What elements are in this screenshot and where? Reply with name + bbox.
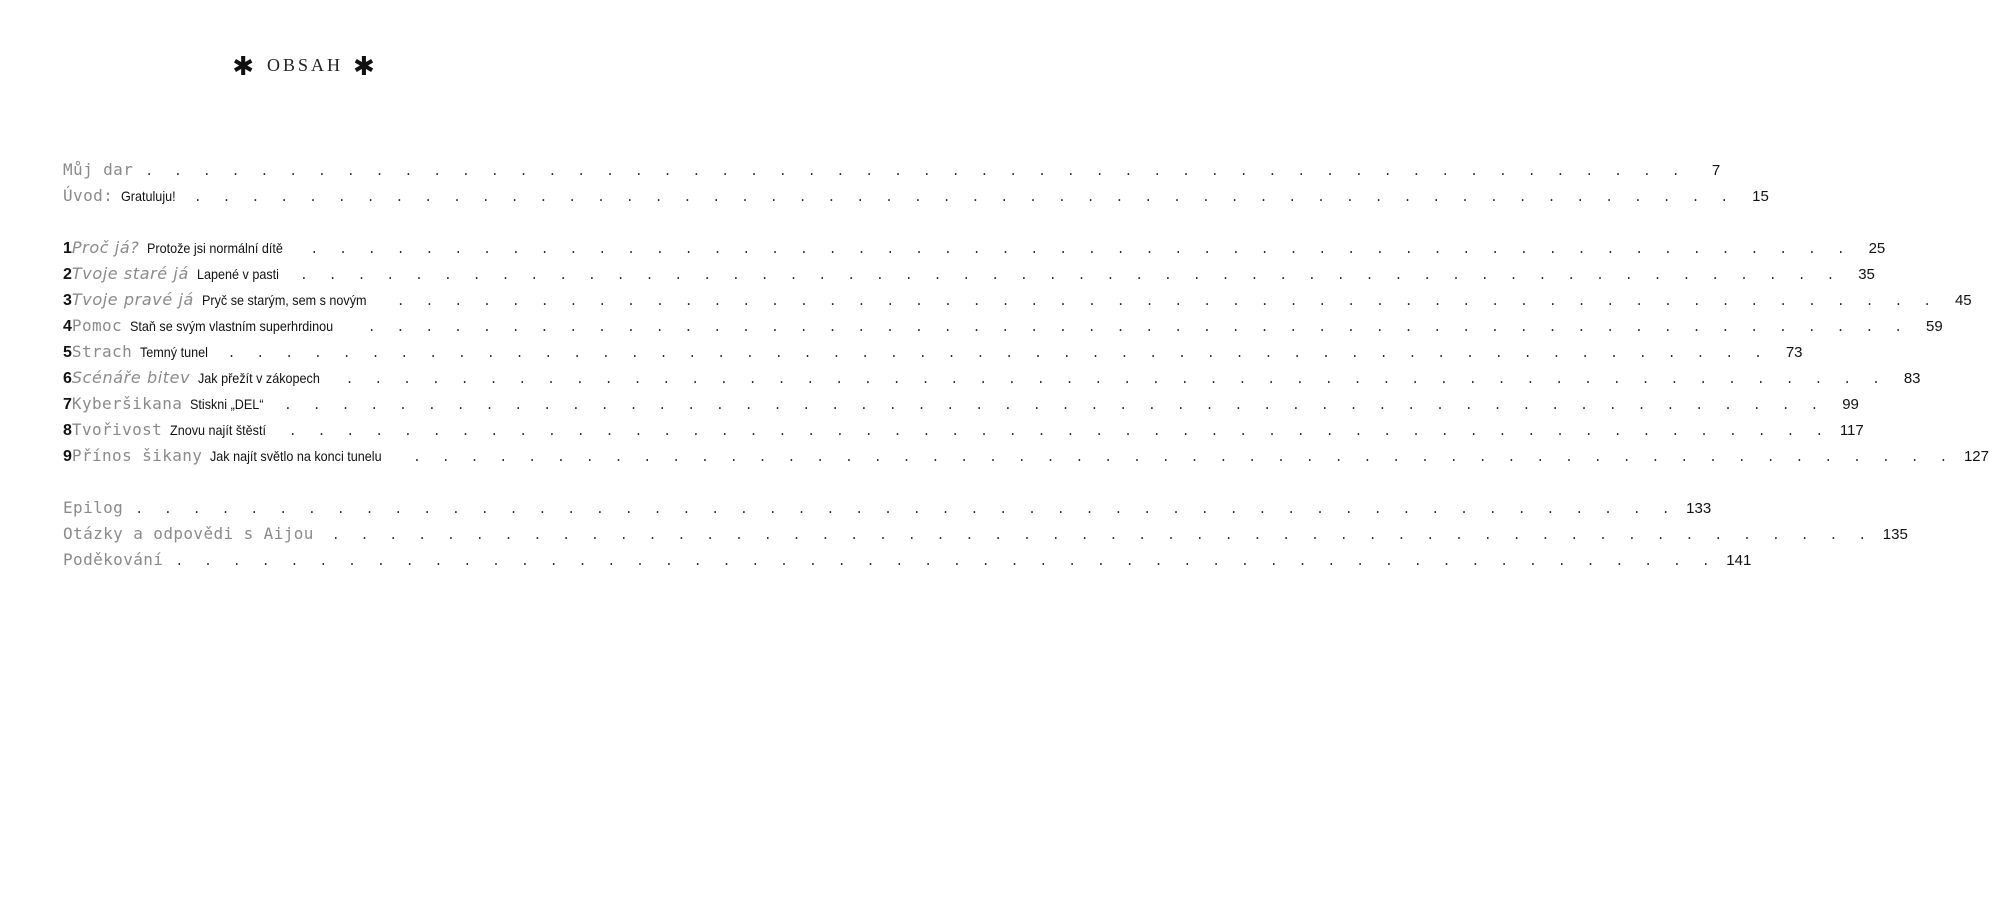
entry-subtitle: Jak přežít v zákopech <box>198 370 321 386</box>
page-title <box>0 52 610 82</box>
page-number: 15 <box>1752 188 1769 205</box>
page-number: 99 <box>1842 396 1859 413</box>
chapter-number: 4 <box>63 318 72 335</box>
leader-dots: . . . . . . . . . . . . . . . . . . . . . . . . . . . . . . . . . . . . . . . . . . . . . . . . . . . . . . <box>288 424 1830 439</box>
chapter-number: 1 <box>63 240 72 257</box>
entry-title: Kyberšikana <box>71 394 183 413</box>
leader-dots: . . . . . . . . . . . . . . . . . . . . . . . . . . . . . . . . . . . . . . . . . . . . . . . . . . . . . . <box>367 320 1909 335</box>
entry-subtitle: Lapené v pasti <box>196 266 279 282</box>
leader-dots: . . . . . . . . . . . . . . . . . . . . . . . . . . . . . . . . . . . . . . . . . . . . . . . . . . . . . . <box>135 502 1677 517</box>
chapter-number: 8 <box>63 422 72 439</box>
entry-subtitle: Pryč se starým, sem s novým <box>201 292 367 308</box>
page-number: 141 <box>1726 552 1752 569</box>
toc-entry-uvod[interactable] <box>63 186 1769 208</box>
entry-title: Tvořivost <box>71 420 163 439</box>
entry-title: Pomoc <box>71 316 123 335</box>
chapter-number: 5 <box>63 344 72 361</box>
toc-chapter-4[interactable] <box>63 316 1943 338</box>
page-number: 45 <box>1954 292 1972 309</box>
chapter-number: 7 <box>63 396 72 413</box>
page-number: 117 <box>1839 422 1864 439</box>
toc-chapter-2[interactable] <box>63 264 1875 286</box>
page-number: 35 <box>1858 266 1875 283</box>
leader-dots: . . . . . . . . . . . . . . . . . . . . . . . . . . . . . . . . . . . . . . . . . . . . . . . . . . . . . . <box>310 242 1852 257</box>
entry-title: Přínos šikany <box>71 446 203 465</box>
entry-title: Můj dar <box>63 160 134 179</box>
leader-dots: . . . . . . . . . . . . . . . . . . . . . . . . . . . . . . . . . . . . . . . . . . . . . . . . . . . . . . <box>193 190 1735 205</box>
toc-chapter-5[interactable] <box>63 342 1803 364</box>
leader-dots: . . . . . . . . . . . . . . . . . . . . . . . . . . . . . . . . . . . . . . . . . . . . . . . . . . . . . . <box>299 268 1841 283</box>
leader-dots: . . . . . . . . . . . . . . . . . . . . . . . . . . . . . . . . . . . . . . . . . . . . . . . . . . . . . . <box>175 554 1717 569</box>
asterisk-icon: ✱ <box>232 52 257 82</box>
toc-chapter-7[interactable] <box>63 394 1859 416</box>
toc-entry-muj-dar[interactable] <box>63 160 1721 182</box>
chapter-number: 9 <box>63 448 72 465</box>
toc-chapter-6[interactable] <box>63 368 1921 390</box>
page-number: 59 <box>1925 318 1943 335</box>
entry-title: Proč já? <box>71 238 140 257</box>
leader-dots: . . . . . . . . . . . . . . . . . . . . . . . . . . . . . . . . . . . . . . . . . . . . . . . . . . . . . . <box>227 346 1769 361</box>
entry-title: Strach <box>71 342 133 361</box>
leader-dots: . . . . . . . . . . . . . . . . . . . . . . . . . . . . . . . . . . . . . . . . . . . . . . . . . . . . . . <box>396 294 1938 309</box>
chapter-number: 3 <box>63 292 72 309</box>
leader-dots: . . . . . . . . . . . . . . . . . . . . . . . . . . . . . . . . . . . . . . . . . . . . . . . . . . . . . . <box>345 372 1887 387</box>
toc-chapter-8[interactable] <box>63 420 1864 442</box>
chapter-number: 2 <box>63 266 72 283</box>
leader-dots: . . . . . . . . . . . . . . . . . . . . . . . . . . . . . . . . . . . . . . . . . . . . . . . . . . . . . . <box>331 528 1873 543</box>
entry-title: Otázky a odpovědi s Aijou <box>63 524 314 543</box>
page-number: 127 <box>1963 448 1989 465</box>
page-number: 135 <box>1882 526 1908 543</box>
entry-title: Epilog <box>63 498 124 517</box>
leader-dots: . . . . . . . . . . . . . . . . . . . . . . . . . . . . . . . . . . . . . . . . . . . . . . . . . . . . . . <box>145 164 1687 179</box>
entry-subtitle: Staň se svým vlastním superhrdinou <box>130 318 334 334</box>
title-text: OBSAH <box>266 55 343 75</box>
toc-chapter-1[interactable] <box>63 238 1886 260</box>
entry-subtitle: Gratuluju! <box>121 188 176 204</box>
entry-subtitle: Protože jsi normální dítě <box>147 240 284 256</box>
entry-title: Poděkování <box>63 550 164 569</box>
leader-dots: . . . . . . . . . . . . . . . . . . . . . . . . . . . . . . . . . . . . . . . . . . . . . . . . . . . . . . <box>413 450 1954 465</box>
page-number: 133 <box>1686 500 1712 517</box>
chapter-number: 6 <box>63 370 72 387</box>
page-number: 73 <box>1785 344 1803 361</box>
entry-subtitle: Znovu najít štěstí <box>170 422 267 438</box>
toc-entry-otazky[interactable] <box>63 524 1908 546</box>
page-number: 83 <box>1903 370 1921 387</box>
entry-title: Scénáře bitev <box>71 368 191 387</box>
entry-subtitle: Jak najít světlo na konci tunelu <box>210 448 382 464</box>
entry-title: Tvoje pravé já <box>71 290 194 309</box>
toc-chapter-9[interactable] <box>63 446 1989 468</box>
entry-subtitle: Temný tunel <box>140 344 209 360</box>
page-number: 7 <box>1711 162 1721 179</box>
page-number: 25 <box>1868 240 1886 257</box>
toc-entry-podekovani[interactable] <box>63 550 1752 572</box>
toc-chapter-3[interactable] <box>63 290 1972 312</box>
entry-title: Úvod: <box>63 186 114 205</box>
leader-dots: . . . . . . . . . . . . . . . . . . . . . . . . . . . . . . . . . . . . . . . . . . . . . . . . . . . . . . <box>283 398 1825 413</box>
entry-subtitle: Stiskni „DEL“ <box>190 396 264 412</box>
toc-entry-epilog[interactable] <box>63 498 1712 520</box>
asterisk-icon: ✱ <box>353 52 378 82</box>
entry-title: Tvoje staré já <box>71 264 189 283</box>
